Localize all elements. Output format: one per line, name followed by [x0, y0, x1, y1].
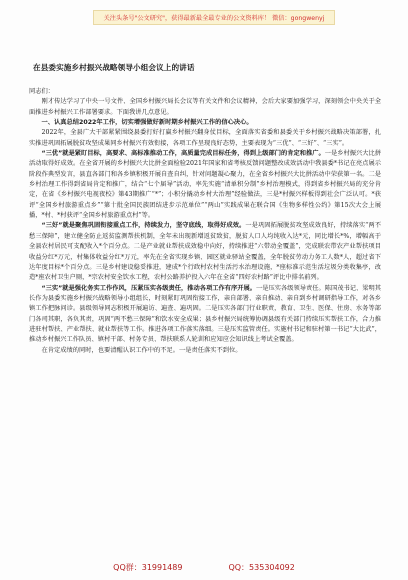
- lead-three-excellent: “三优”就是紧盯目标，高要求、高标准推动工作，高质量完成目标任务，得到上级部门的肯定和推广。: [41, 150, 325, 158]
- promo-banner: 关注头条号"公文研究"，获得最新最全最专业的公文资料库！ 微信：gongwenyj: [93, 10, 335, 25]
- salutation: 同志们：: [29, 88, 54, 95]
- lead-three-good: “三好”就是聚焦巩固衔接重点工作，持续发力，坚守底线，取得好成效。: [41, 222, 246, 230]
- document-title: 在县委实施乡村振兴战略领导小组会议上的讲话: [33, 63, 195, 72]
- paragraph-three-good: [29, 221, 381, 283]
- section-heading-1: 一、认真总结2022年工作，切实增强做好新时期乡村振兴工作的信心决心。: [41, 119, 253, 127]
- body-three-solid: 一是压实各级领导责任。陈国茂书记、梁明其长作为县委实施乡村振兴战略领导小组组长，时刻紧盯巩固衔接工作，亲自部署、亲自推动、亲自到乡村调研指导工作，对各乡镇工作把脉问诊。县级领导同志积极开展遍访、遍查、遍巩固。二是压实各部门行业职责，教育、卫生、医保、住房、水务等部门各司其职，各负其责，巩固“两不愁三保障”和饮水安全成果；县乡村振兴局统筹协调县级有关部门持续压实帮扶工作，合力推进驻村帮扶、产业帮扶、就业帮扶等工作。推进各项工作落实落细。三是压实监管责任。实施村书记和驻村第一书记“大比武”，推动乡村振兴工作队员、镇村干部、村务专员、帮扶联系人轮训和应知应会知识线上考试全覆盖。: [29, 284, 381, 344]
- footer-qq: QQ：535304092: [228, 563, 295, 572]
- body-three-good: 一是巩固拓展脱贫攻坚成效良好，持续落实“两不愁三保障”，建立健全防止返贫监测帮扶机制，全年未出现新增返贫致贫，脱贫人口人均纯收入达*元，同比增长*%，增幅高于全县农村居民可支配收入*个百分点。二是产业就业帮扶成效稳中向好，持续推进“六带动全覆盖”，完成联农带农产业帮扶项目收益分红*万元，村集体收益分红*万元，率先在全省实现乡镇、园区就业驿站全覆盖，全年脱贫劳动力务工人数*人，超过省下达年度目标*个百分点。三是乡村建设稳妥推进，建成*个行政村农村生活污水治理设施，*座标准示范生活垃圾分类收集亭，改造*座农村卫生户厕，*宗农村安全饮水工程，农村公路养护投入六年在全省“四好农村路”评比中排名前列。: [29, 222, 381, 282]
- paragraph-three-excellent: [29, 149, 381, 221]
- footer-contact: [0, 562, 408, 574]
- paragraph-shortcomings: 在肯定成绩的同时，也要清醒认识工作中的不足。一是责任落实不到位。: [41, 346, 242, 354]
- paragraph-three-solid: [29, 284, 381, 346]
- document-body: [29, 87, 381, 356]
- footer-qq-group: QQ群：31991489: [113, 563, 183, 572]
- lead-three-solid: “三实”就是强化务实工作作风，压紧压实各级责任，推动各项工作有序开展。: [41, 284, 256, 292]
- body-three-excellent: 一是乡村振兴大比拼活动取得好成效。在全省开展的乡村振兴大比拼全面检验2021年国家和省考核反馈问题整改成效活动中我县委*书记在亮点展示阶段作典型发言，县直各部门和各乡镇积极开展自查自纠，针对问题凝心聚力，在全省乡村振兴大比拼活动中荣获第一名。二是乡村治理工作得到省局肯定和推广，结合“七个届导”活动，率先实施“清单积分制”乡村治理模式，得到省乡村振兴局的充分肯定，在省《乡村振兴电视夜校》第43期推广“*”；小积分撬动乡村大治理”经验做法，三是*村振兴样板得到社会广泛认可。*获评“全国乡村旅游重点乡”“第十批全国民族团结进步示范单位”“两山”实践成果在联合国《生物多样性公约》第15次大会上展播，*村、*村获评“全国乡村旅游重点村”等。: [29, 150, 382, 220]
- paragraph-intro: 刚才传达学习了中央一号文件、全国乡村振兴局长会议等有关文件和会议精神，会后大家要加强学习，深刻领会中央关于全面推进乡村振兴工作部署要求。下面我讲几点意见。: [29, 98, 381, 116]
- paragraph-2022-summary: 2022年，全县广大干部紧紧围绕县委打好打赢乡村振兴翻身仗目标，全面落实省委和县委关于乡村振兴战略决策部署，扎实推进巩固拓展脱贫攻坚成果同乡村振兴有效衔接，各项工作呈现良好态势，主要表现为“三优”、“三好”、“三实”。: [29, 129, 381, 147]
